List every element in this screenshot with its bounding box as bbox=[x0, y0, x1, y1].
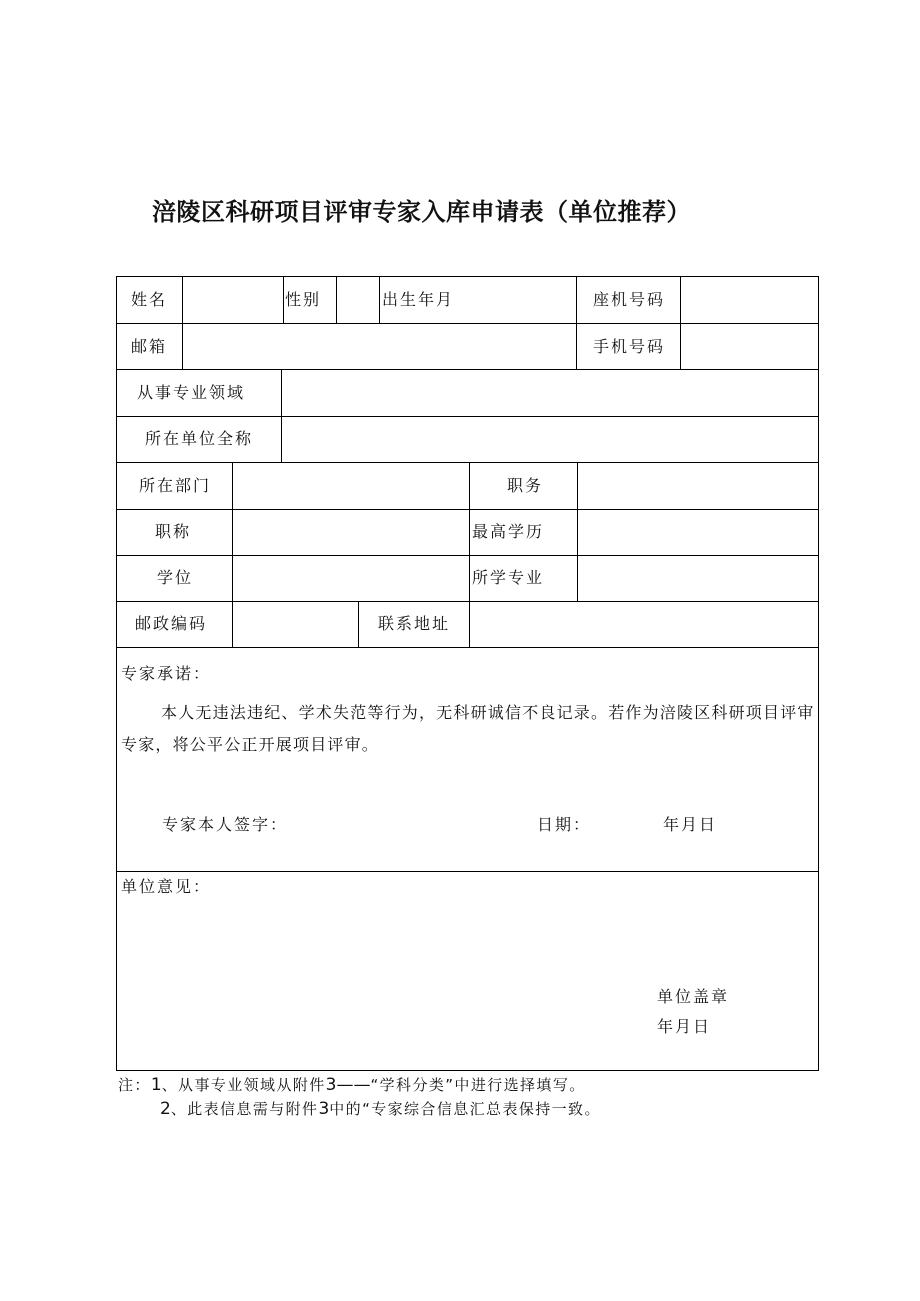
education-input[interactable] bbox=[578, 509, 818, 555]
label-major: 所学专业 bbox=[472, 568, 545, 587]
label-mobile: 手机号码 bbox=[593, 337, 666, 356]
row-divider bbox=[117, 871, 818, 872]
label-unit: 所在单位全称 bbox=[145, 429, 254, 448]
label-postcode: 邮政编码 bbox=[135, 614, 208, 633]
date-label: 日期： bbox=[537, 815, 592, 834]
row-divider bbox=[117, 647, 818, 648]
birth-field[interactable] bbox=[457, 277, 576, 323]
promise-date: 年月日 bbox=[663, 815, 718, 834]
label-gender: 性别 bbox=[285, 290, 322, 309]
signature-label: 专家本人签字： bbox=[162, 815, 289, 834]
note-1-number: 1 bbox=[150, 1075, 162, 1095]
label-landline: 座机号码 bbox=[593, 290, 666, 309]
label-email: 邮箱 bbox=[131, 337, 168, 356]
landline-field[interactable] bbox=[681, 277, 818, 323]
label-name: 姓名 bbox=[131, 290, 168, 309]
postcode-input[interactable] bbox=[233, 601, 358, 647]
note-2-number: 2 bbox=[160, 1099, 171, 1119]
major-input[interactable] bbox=[578, 555, 818, 601]
page-title: 涪陵区科研项目评审专家入库申请表（单位推荐） bbox=[152, 198, 691, 226]
gender-field[interactable] bbox=[337, 277, 379, 323]
email-field[interactable] bbox=[183, 323, 576, 369]
opinion-date: 年月日 bbox=[657, 1017, 712, 1036]
label-education: 最高学历 bbox=[472, 522, 545, 541]
note-2 bbox=[160, 1099, 601, 1119]
label-birth: 出生年月 bbox=[382, 290, 455, 309]
note-1 bbox=[118, 1075, 586, 1095]
label-dept: 所在部门 bbox=[139, 476, 212, 495]
duty-input[interactable] bbox=[578, 462, 818, 509]
note-prefix: 注： bbox=[118, 1076, 151, 1094]
dept-input[interactable] bbox=[233, 462, 469, 509]
label-title-rank: 职称 bbox=[155, 522, 192, 541]
label-address: 联系地址 bbox=[378, 614, 451, 633]
label-field: 从事专业领域 bbox=[137, 383, 246, 402]
degree-input[interactable] bbox=[233, 555, 469, 601]
note-2-text: 、此表信息需与附件 bbox=[170, 1100, 319, 1118]
col-divider bbox=[283, 277, 284, 323]
note-2-text-tail: 中的“专家综合信息汇总表保持一致。 bbox=[329, 1100, 601, 1118]
title-rank-input[interactable] bbox=[233, 509, 469, 555]
note-2-ref: 3 bbox=[318, 1099, 330, 1119]
promise-heading: 专家承诺： bbox=[121, 664, 212, 683]
note-1-text-tail: “学科分类”中进行选择填写。 bbox=[370, 1076, 586, 1094]
application-form bbox=[116, 276, 819, 1071]
label-duty: 职务 bbox=[507, 476, 544, 495]
unit-seal: 单位盖章 bbox=[657, 987, 730, 1006]
mobile-field[interactable] bbox=[681, 323, 818, 369]
address-input[interactable] bbox=[470, 601, 818, 647]
opinion-heading: 单位意见： bbox=[121, 877, 212, 896]
unit-input[interactable] bbox=[282, 416, 818, 462]
label-degree: 学位 bbox=[157, 568, 194, 587]
field-input[interactable] bbox=[282, 369, 818, 416]
promise-body: 本人无违法违纪、学术失范等行为，无科研诚信不良记录。若作为涪陵区科研项目评审专家，将公平公正开展项目评审。 bbox=[121, 703, 815, 754]
note-1-text: 、从事专业领域从附件 bbox=[161, 1076, 326, 1094]
col-divider bbox=[379, 277, 380, 323]
col-divider bbox=[358, 601, 359, 647]
name-field[interactable] bbox=[183, 277, 283, 323]
note-1-ref: 3—— bbox=[325, 1075, 371, 1095]
col-divider bbox=[576, 277, 577, 369]
